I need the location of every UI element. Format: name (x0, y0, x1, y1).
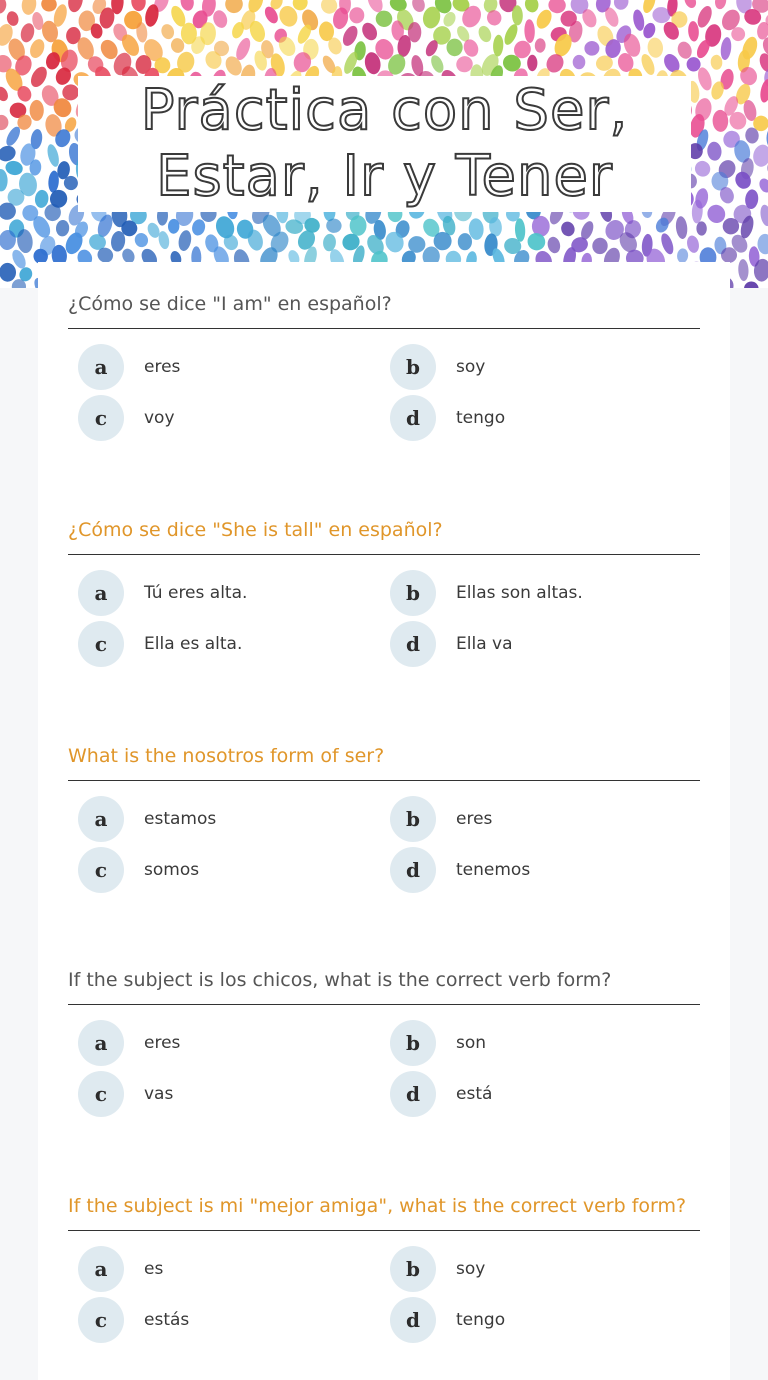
watercolor-dot (0, 169, 8, 192)
option-letter-badge: b (390, 1020, 436, 1066)
answer-option-b[interactable] (380, 1246, 680, 1292)
option-letter-badge: a (78, 344, 124, 390)
watercolor-dot (659, 232, 676, 256)
answer-option-c[interactable] (68, 847, 368, 893)
watercolor-dot (676, 40, 694, 61)
watercolor-dot (4, 159, 24, 177)
question-4 (68, 966, 700, 1122)
option-letter-badge: a (78, 796, 124, 842)
option-letter-badge: d (390, 1297, 436, 1343)
watercolor-dot (692, 158, 712, 179)
option-text: eres (456, 809, 493, 829)
option-letter-badge: b (390, 796, 436, 842)
watercolor-dot (27, 37, 47, 60)
question-text: If the subject is mi "mejor amiga", what is the correct verb form? (68, 1192, 700, 1231)
option-letter-badge: d (390, 621, 436, 667)
option-letter-badge: a (78, 570, 124, 616)
answer-option-b[interactable] (380, 344, 680, 390)
answer-option-a[interactable] (68, 796, 368, 842)
answer-options (68, 796, 700, 898)
watercolor-dot (410, 0, 427, 14)
option-letter-badge: c (78, 395, 124, 441)
answer-options (68, 1246, 700, 1348)
option-text: vas (144, 1084, 174, 1104)
option-letter-badge: b (390, 570, 436, 616)
watercolor-dot (0, 143, 18, 164)
answer-option-a[interactable] (68, 1246, 368, 1292)
watercolor-dot (534, 38, 546, 53)
question-text: ¿Cómo se dice "She is tall" en español? (68, 516, 700, 555)
watercolor-dot (34, 189, 49, 208)
answer-option-d[interactable] (380, 1297, 680, 1343)
answer-option-a[interactable] (68, 570, 368, 616)
watercolor-dot (0, 115, 9, 130)
option-text: son (456, 1033, 487, 1053)
answer-options (68, 1020, 700, 1122)
page-title-line-2: Estar, Ir y Tener (156, 144, 613, 209)
option-text: somos (144, 860, 200, 880)
watercolor-dot (177, 229, 193, 252)
answer-option-d[interactable] (380, 621, 680, 667)
option-text: estás (144, 1310, 190, 1330)
watercolor-dot (0, 262, 16, 282)
watercolor-dot (523, 0, 539, 14)
option-text: Ella es alta. (144, 634, 243, 654)
watercolor-dot (224, 0, 245, 15)
watercolor-dot (0, 0, 8, 15)
watercolor-dot (66, 0, 84, 13)
watercolor-dot (710, 54, 723, 70)
question-5 (68, 1192, 700, 1348)
watercolor-dot (429, 53, 446, 74)
watercolor-dot (751, 143, 768, 168)
answer-option-b[interactable] (380, 570, 680, 616)
watercolor-dot (591, 237, 608, 255)
watercolor-dot (559, 220, 577, 239)
answer-options (68, 570, 700, 672)
option-text: soy (456, 357, 486, 377)
watercolor-dot (714, 0, 728, 10)
watercolor-dot (757, 52, 768, 74)
option-text: soy (456, 1259, 486, 1279)
watercolor-dot (159, 22, 175, 40)
watercolor-dot (682, 0, 698, 10)
option-text: Ellas son altas. (456, 583, 583, 603)
option-text: está (456, 1084, 493, 1104)
question-text: What is the nosotros form of ser? (68, 742, 700, 781)
answer-option-d[interactable] (380, 395, 680, 441)
option-text: tenemos (456, 860, 531, 880)
watercolor-dot (359, 20, 380, 43)
watercolor-dot (133, 231, 150, 248)
watercolor-dot (524, 19, 535, 43)
watercolor-dot (738, 259, 749, 282)
option-text: tengo (456, 1310, 506, 1330)
question-2 (68, 516, 700, 672)
answer-option-d[interactable] (380, 1071, 680, 1117)
option-text: es (144, 1259, 164, 1279)
option-text: Ella va (456, 634, 513, 654)
watercolor-dot (62, 84, 80, 102)
watercolor-dot (349, 7, 365, 24)
option-text: eres (144, 1033, 181, 1053)
answer-options (68, 344, 700, 446)
question-text: ¿Cómo se dice "I am" en español? (68, 290, 700, 329)
watercolor-dot (55, 219, 70, 236)
watercolor-dot (757, 234, 768, 255)
option-text: Tú eres alta. (144, 583, 248, 603)
watercolor-dot (757, 177, 768, 195)
watercolor-dot (30, 100, 44, 121)
option-letter-badge: a (78, 1246, 124, 1292)
option-text: estamos (144, 809, 217, 829)
title-card (78, 76, 691, 212)
watercolor-dot (476, 24, 493, 44)
question-1 (68, 290, 700, 446)
option-text: voy (144, 408, 175, 428)
option-letter-badge: b (390, 344, 436, 390)
watercolor-dot (612, 0, 630, 11)
question-text: If the subject is los chicos, what is the correct verb form? (68, 966, 700, 1005)
option-text: eres (144, 357, 181, 377)
option-letter-badge: c (78, 1297, 124, 1343)
option-letter-badge: c (78, 847, 124, 893)
answer-option-c[interactable] (68, 1297, 368, 1343)
watercolor-dot (458, 233, 472, 250)
option-letter-badge: a (78, 1020, 124, 1066)
answer-option-d[interactable] (380, 847, 680, 893)
option-letter-badge: d (390, 395, 436, 441)
question-3 (68, 742, 700, 898)
option-letter-badge: c (78, 621, 124, 667)
watercolor-dot (686, 57, 701, 72)
watercolor-dot (0, 85, 10, 103)
answer-option-b[interactable] (380, 1020, 680, 1066)
answer-option-a[interactable] (68, 344, 368, 390)
watercolor-dot (756, 21, 768, 40)
page-title-line-1: Práctica con Ser, (140, 78, 629, 143)
watercolor-dot (130, 0, 146, 12)
watercolor-dot (720, 37, 733, 61)
watercolor-dot (675, 216, 689, 240)
worksheet (38, 262, 730, 1380)
watercolor-dot (322, 233, 336, 251)
answer-option-c[interactable] (68, 621, 368, 667)
option-letter-badge: d (390, 847, 436, 893)
answer-option-b[interactable] (380, 796, 680, 842)
watercolor-dot (706, 141, 722, 161)
watercolor-dot (573, 55, 586, 70)
watercolor-dot (685, 234, 700, 254)
watercolor-dot (45, 143, 61, 168)
watercolor-dot (758, 78, 768, 103)
watercolor-dot (632, 9, 646, 32)
watercolor-dot (493, 34, 504, 56)
watercolor-dot (647, 37, 664, 59)
option-text: tengo (456, 408, 506, 428)
watercolor-dot (696, 221, 707, 235)
watercolor-dot (546, 235, 562, 254)
option-letter-badge: b (390, 1246, 436, 1292)
watercolor-dot (40, 0, 58, 13)
answer-option-a[interactable] (68, 1020, 368, 1066)
answer-option-c[interactable] (68, 1071, 368, 1117)
answer-option-c[interactable] (68, 395, 368, 441)
option-letter-badge: d (390, 1071, 436, 1117)
option-letter-badge: c (78, 1071, 124, 1117)
watercolor-dot (744, 281, 759, 288)
watercolor-dot (688, 21, 700, 42)
watercolor-dot (527, 55, 537, 71)
watercolor-dot (583, 40, 600, 57)
watercolor-dot (514, 218, 525, 242)
watercolor-dot (759, 204, 768, 227)
